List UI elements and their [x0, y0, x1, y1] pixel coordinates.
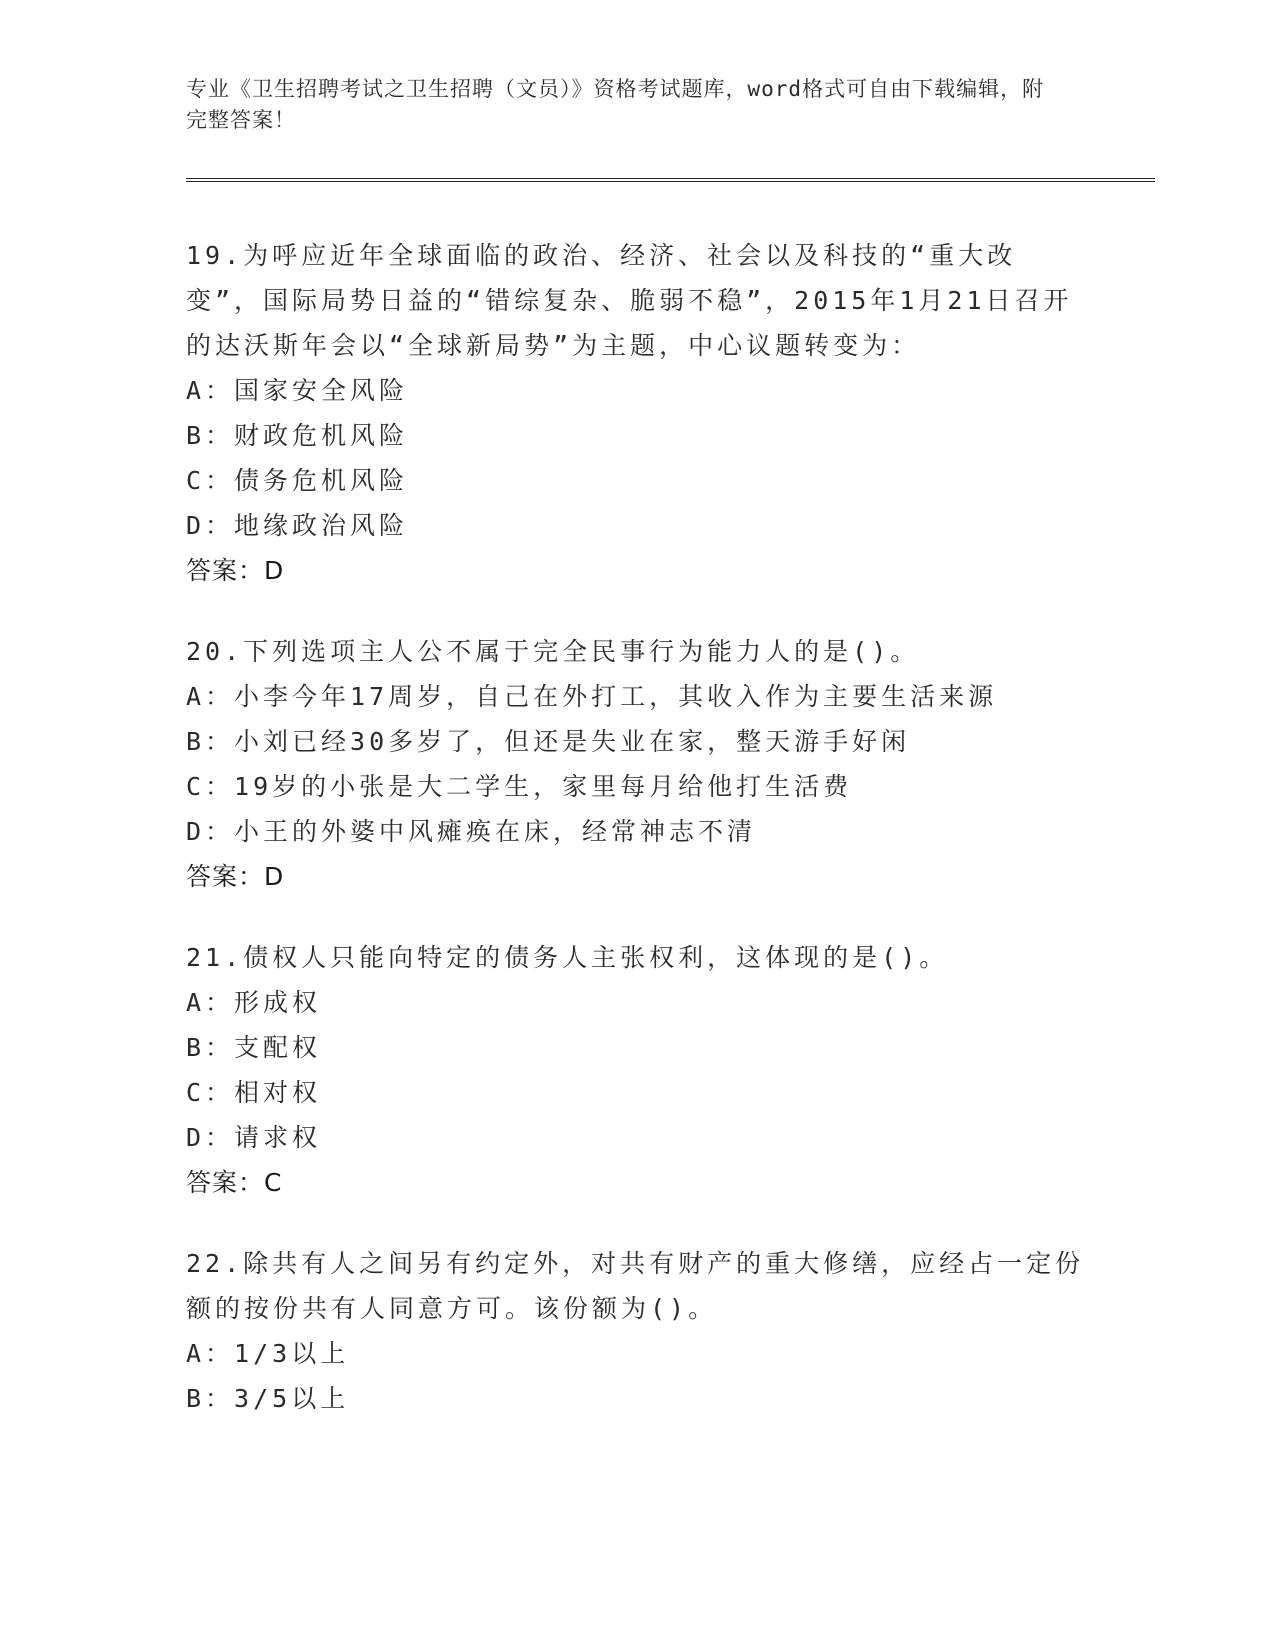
option-b: B：财政危机风险 — [186, 421, 409, 450]
answer-line: 答案：D — [186, 862, 285, 891]
option-b: B：3/5以上 — [186, 1384, 350, 1413]
header-divider — [186, 178, 1155, 182]
question-20 — [186, 629, 1086, 899]
option-a: A：国家安全风险 — [186, 376, 409, 405]
answer-line: 答案：D — [186, 556, 285, 585]
option-c: C：债务危机风险 — [186, 466, 409, 495]
question-19 — [186, 233, 1086, 593]
question-list — [186, 233, 1086, 1457]
option-b: B：支配权 — [186, 1033, 322, 1062]
question-stem: 22.除共有人之间另有约定外，对共有财产的重大修缮，应经占一定份额的按份共有人同意方可。该份额为()。 — [186, 1249, 1085, 1323]
question-22 — [186, 1241, 1086, 1421]
option-b: B：小刘已经30多岁了，但还是失业在家，整天游手好闲 — [186, 727, 911, 756]
answer-line: 答案：C — [186, 1168, 283, 1197]
option-d: D：地缘政治风险 — [186, 511, 409, 540]
option-a: A：小李今年17周岁，自己在外打工，其收入作为主要生活来源 — [186, 682, 998, 711]
option-d: D：小王的外婆中风瘫痪在床，经常神志不清 — [186, 817, 757, 846]
question-21 — [186, 935, 1086, 1205]
option-a: A：1/3以上 — [186, 1339, 350, 1368]
option-c: C：19岁的小张是大二学生，家里每月给他打生活费 — [186, 772, 853, 801]
question-stem: 19.为呼应近年全球面临的政治、经济、社会以及科技的“重大改变”，国际局势日益的“错综复杂、脆弱不稳”，2015年1月21日召开的达沃斯年会以“全球新局势”为主题，中心议题转变为： — [186, 241, 1073, 360]
option-d: D：请求权 — [186, 1123, 322, 1152]
document-header-text: 专业《卫生招聘考试之卫生招聘（文员）》资格考试题库，word格式可自由下载编辑，附完整答案！ — [186, 77, 1045, 132]
question-stem: 20.下列选项主人公不属于完全民事行为能力人的是()。 — [186, 637, 920, 666]
option-c: C：相对权 — [186, 1078, 322, 1107]
option-a: A：形成权 — [186, 988, 322, 1017]
question-stem: 21.债权人只能向特定的债务人主张权利，这体现的是()。 — [186, 943, 949, 972]
